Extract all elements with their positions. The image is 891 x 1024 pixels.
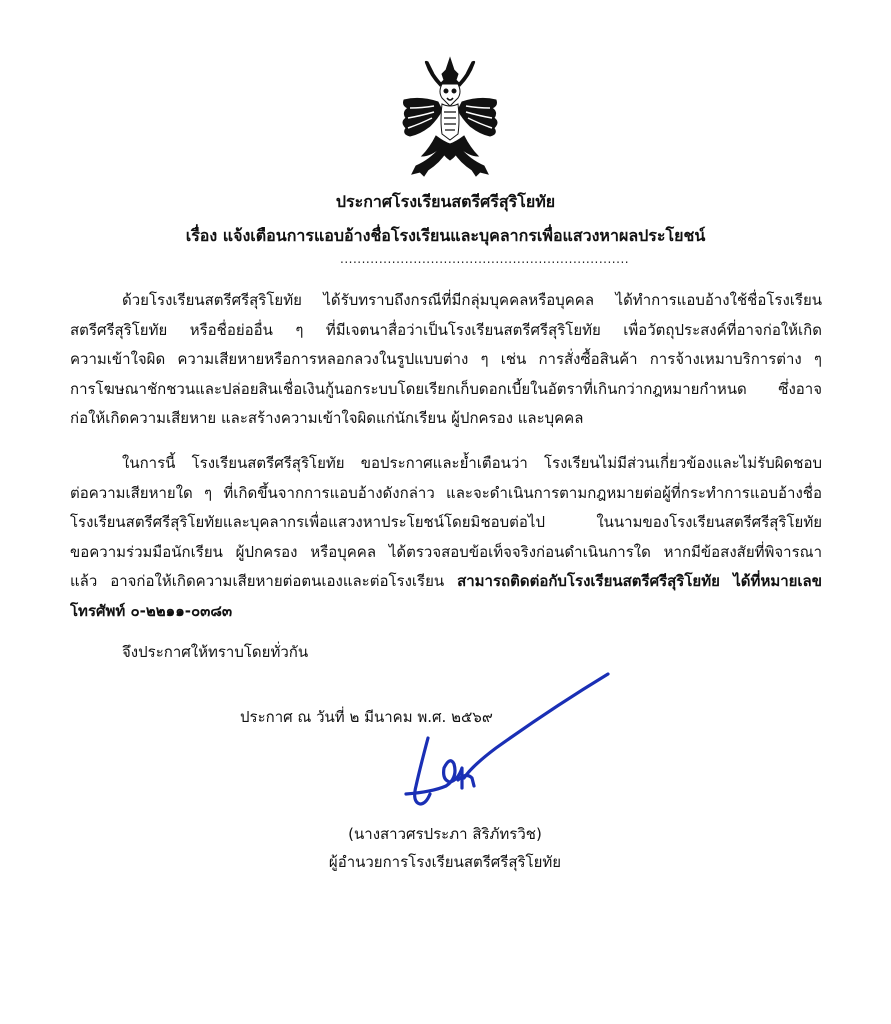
phone-number: โทรศัพท์ ๐-๒๒๑๑-๐๓๘๓ xyxy=(70,601,233,620)
closing-statement: จึงประกาศให้ทราบโดยทั่วกัน xyxy=(122,643,309,661)
handwritten-signature-icon xyxy=(392,668,622,818)
signer-position: ผู้อำนวยการโรงเรียนสตรีศรีสุริโยทัย xyxy=(328,853,562,871)
paragraph-1 xyxy=(70,286,822,434)
paragraph-line xyxy=(70,567,822,597)
paragraph-line: ขอความร่วมมือนักเรียน ผู้ปกครอง หรือบุคคล ได้ตรวจสอบข้อเท็จจริงก่อนดำเนินการใด หากมีข้อสงสัยที่พิจารณา xyxy=(70,542,822,561)
paragraph-line: สตรีศรีสุริโยทัย หรือชื่อย่ออื่น ๆ ที่มีเจตนาสื่อว่าเป็นโรงเรียนสตรีศรีสุริโยทัย เพื่อวัตถุประสงค์ที่อาจก่อให้เกิด xyxy=(70,320,822,339)
paragraph-2 xyxy=(70,449,822,626)
paragraph-text: แล้ว อาจก่อให้เกิดความเสียหายต่อตนเองและต่อโรงเรียน xyxy=(70,572,458,590)
contact-text: สามารถติดต่อกับโรงเรียนสตรีศรีสุริโยทัย ได้ที่หมายเลข xyxy=(457,572,822,590)
paragraph-line: ก่อให้เกิดความเสียหาย และสร้างความเข้าใจผิดแก่นักเรียน ผู้ปกครอง และบุคคล xyxy=(70,409,584,427)
paragraph-line: การโฆษณาชักชวนและปล่อยสินเชื่อเงินกู้นอกระบบโดยเรียกเก็บดอกเบี้ยในอัตราที่เกินกว่ากฎหมายกำหนด ซึ่งอาจ xyxy=(70,379,822,398)
paragraph-line: ความเข้าใจผิด ความเสียหายหรือการหลอกลวงในรูปแบบต่าง ๆ เช่น การสั่งซื้อสินค้า การจ้างเหมาบริการต่าง ๆ xyxy=(70,350,822,368)
paragraph-line: โรงเรียนสตรีศรีสุริโยทัยและบุคลากรเพื่อแสวงหาประโยชน์โดยมิชอบต่อไป ในนามของโรงเรียนสตรีศรีสุริโยทัย xyxy=(70,513,822,531)
paragraph-line: ต่อความเสียหายใด ๆ ที่เกิดขึ้นจากการแอบอ้างดังกล่าว และจะดำเนินการตามกฎหมายต่อผู้ที่กระทำการแอบอ้างชื่อ xyxy=(70,483,822,502)
garuda-emblem-icon xyxy=(400,56,500,178)
announcement-subject: เรื่อง แจ้งเตือนการแอบอ้างชื่อโรงเรียนและบุคลากรเพื่อแสวงหาผลประโยชน์ xyxy=(185,226,706,245)
paragraph-line: ด้วยโรงเรียนสตรีศรีสุริโยทัย ได้รับทราบถึงกรณีที่มีกลุ่มบุคคลหรือบุคคล ได้ทำการแอบอ้างใช้ชื่อโรงเรียน xyxy=(122,291,822,309)
announcement-date: ประกาศ ณ วันที่ ๒ มีนาคม พ.ศ. ๒๕๖๙ xyxy=(240,708,493,726)
paragraph-line: ในการนี้ โรงเรียนสตรีศรีสุริโยทัย ขอประกาศและย้ำเตือนว่า โรงเรียนไม่มีส่วนเกี่ยวข้องและไม่รับผิดชอบ xyxy=(122,454,822,472)
announcement-title: ประกาศโรงเรียนสตรีศรีสุริโยทัย xyxy=(335,192,556,211)
signer-name: (นางสาวศรประภา สิริภัทรวิช) xyxy=(348,825,542,843)
dotted-divider: ................................................................... xyxy=(340,252,630,266)
